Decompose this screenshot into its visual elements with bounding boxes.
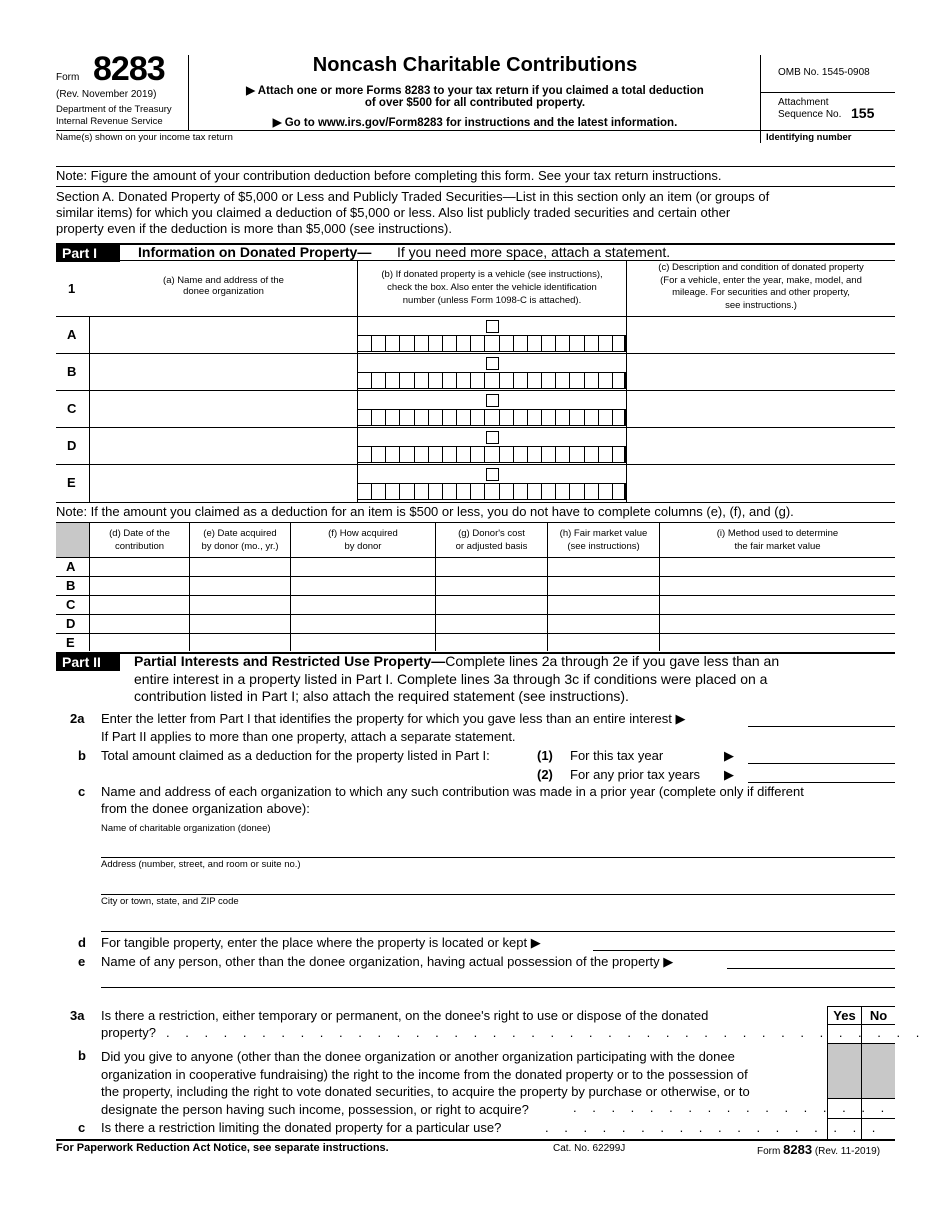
lt-row-b-bottom bbox=[56, 595, 895, 596]
line-3b-letter: b bbox=[78, 1048, 86, 1063]
lt-div-ef bbox=[290, 523, 291, 651]
donee-city-label: City or town, state, and ZIP code bbox=[101, 896, 239, 907]
line-3c-text: Is there a restriction limiting the donated property for a particular use? bbox=[101, 1120, 502, 1135]
form-title: Noncash Charitable Contributions bbox=[312, 54, 638, 76]
lt-div-de bbox=[189, 523, 190, 651]
part1-label: Part I bbox=[56, 244, 120, 262]
lt-row-d-label: D bbox=[66, 616, 76, 631]
donee-address-label: Address (number, street, and room or suite no.) bbox=[101, 859, 301, 870]
line-3b-text: Did you give to anyone (other than the donee organization or another organization participating with the donee organization in cooperative fundraising) the right to the income from the donated property or to the possession of the property, including the right to vote donated securities, to acquire the property by purchase or otherwise, or to designate the person having such income, possession, or right to acquire? bbox=[101, 1049, 750, 1117]
col-e-header: (e) Date acquired by donor (mo., yr.) bbox=[201, 528, 279, 552]
lt-row-c-bottom bbox=[56, 614, 895, 615]
paperwork-notice: For Paperwork Reduction Act Notice, see separate instructions. bbox=[56, 1142, 389, 1154]
note2-divider bbox=[56, 522, 895, 523]
row-a-description-field[interactable] bbox=[627, 317, 895, 353]
row-c-donee-field[interactable] bbox=[90, 391, 356, 427]
line-3b-leader: . . . . . . . . . . . . . . . . . bbox=[573, 1100, 891, 1115]
section-a-line2: similar items) for which you claimed a deduction of $5,000 or less. Also list publicly traded securities and certain other bbox=[56, 205, 731, 220]
shaded-corner bbox=[56, 523, 89, 557]
part2-label: Part II bbox=[56, 653, 120, 671]
line-2e-field-continued[interactable] bbox=[101, 987, 895, 988]
row-b-label: B bbox=[67, 364, 77, 379]
row-e-bottom bbox=[56, 502, 895, 503]
line-2b-text: Total amount claimed as a deduction for the property listed in Part I: bbox=[101, 748, 490, 763]
col-d-header: (d) Date of the contribution bbox=[109, 528, 170, 552]
lt-row-e-label: E bbox=[66, 635, 75, 650]
name-field[interactable] bbox=[56, 145, 760, 165]
row-c-description-field[interactable] bbox=[627, 391, 895, 427]
donee-city-field[interactable] bbox=[101, 931, 895, 932]
row-e-label: E bbox=[67, 475, 76, 490]
department: Department of the Treasury bbox=[56, 104, 172, 115]
line-3a-leader: . . . . . . . . . . . . . . . . . . . . . . . . . . . . . . . . . . . . . . . . bbox=[166, 1025, 926, 1040]
sequence-label: Sequence No. bbox=[778, 109, 842, 120]
catalog-number: Cat. No. 62299J bbox=[553, 1143, 626, 1154]
line-2d-text: For tangible property, enter the place where the property is located or kept ▶ bbox=[101, 935, 541, 950]
omb-divider bbox=[760, 92, 895, 93]
col-h-header: (h) Fair market value (see instructions) bbox=[559, 528, 648, 552]
donee-name-field[interactable] bbox=[101, 857, 895, 858]
line-3c-letter: c bbox=[78, 1120, 86, 1135]
lt-row-d-bottom bbox=[56, 633, 895, 634]
part2-intro: Partial Interests and Restricted Use Property—Complete lines 2a through 2e if you gave less than an entire interest in a property listed in Part I. Complete lines 3a through 3c if conditions were placed on a contribution listed in Part I; also attach the required statement (see instructions). bbox=[134, 653, 780, 704]
part1-header-rule bbox=[56, 260, 895, 261]
row-b-description-field[interactable] bbox=[627, 354, 895, 390]
line-2e-text: Name of any person, other than the donee organization, having actual possession of the property ▶ bbox=[101, 954, 674, 969]
line-2a-number: 2a bbox=[70, 711, 85, 726]
line-2b-letter: b bbox=[78, 748, 86, 763]
col-f-header: (f) How acquired by donor bbox=[328, 528, 398, 552]
col-i-header: (i) Method used to determine the fair market value bbox=[716, 528, 839, 552]
line-2c-letter: c bbox=[78, 784, 86, 799]
line-2a-text: Enter the letter from Part I that identifies the property for which you gave less than an entire interest ▶ bbox=[101, 711, 686, 726]
form-revision: (Rev. November 2019) bbox=[56, 89, 157, 100]
line-2a-note: If Part II applies to more than one property, attach a separate statement. bbox=[101, 729, 516, 744]
col-g-header: (g) Donor's cost or adjusted basis bbox=[455, 528, 528, 552]
line-2d-field[interactable] bbox=[593, 950, 895, 951]
row-c-vin-boxes[interactable] bbox=[358, 409, 626, 426]
line-3c-leader: . . . . . . . . . . . . . . . . . . bbox=[545, 1120, 882, 1135]
no-header: No bbox=[869, 1008, 888, 1023]
section-a-line3: property even if the deduction is more than $5,000 (see instructions). bbox=[56, 221, 452, 236]
line-2a-field[interactable] bbox=[748, 726, 895, 727]
row-d-vehicle-checkbox[interactable] bbox=[486, 431, 499, 444]
row-b-vehicle-checkbox[interactable] bbox=[486, 357, 499, 370]
line-1-number: 1 bbox=[68, 281, 76, 296]
row-d-description-field[interactable] bbox=[627, 428, 895, 464]
line-2e-letter: e bbox=[78, 954, 86, 969]
line-2b-2-field[interactable] bbox=[748, 782, 895, 783]
note-divider bbox=[56, 186, 895, 187]
line-2b-2-text: For any prior tax years bbox=[570, 767, 701, 782]
form-word: Form bbox=[56, 72, 80, 83]
line-2c-text-1: Name and address of each organization to which any such contribution was made in a prior year (complete only if different bbox=[101, 784, 804, 799]
lt-div-fg bbox=[435, 523, 436, 651]
row-d-donee-field[interactable] bbox=[90, 428, 356, 464]
lt-div-hi bbox=[659, 523, 660, 651]
attachment-label: Attachment bbox=[778, 97, 829, 108]
row-c-label: C bbox=[67, 401, 77, 416]
row-e-vin-boxes[interactable] bbox=[358, 483, 626, 500]
row-a-vehicle-checkbox[interactable] bbox=[486, 320, 499, 333]
row-e-description-field[interactable] bbox=[627, 465, 895, 501]
line-2b-1-field[interactable] bbox=[748, 763, 895, 764]
row-e-vehicle-checkbox[interactable] bbox=[486, 468, 499, 481]
line-3a-number: 3a bbox=[70, 1008, 85, 1023]
line-3a-text-2: property? bbox=[101, 1025, 156, 1040]
sequence-number: 155 bbox=[851, 105, 875, 121]
shaded-3b-yes bbox=[828, 1044, 861, 1098]
line-2d-letter: d bbox=[78, 935, 86, 950]
lt-row-c-label: C bbox=[66, 597, 76, 612]
col-a-header: (a) Name and address of the donee organization bbox=[163, 275, 284, 297]
part1-title: Information on Donated Property— bbox=[138, 244, 372, 260]
lt-row-b-label: B bbox=[66, 578, 76, 593]
attach-instruction: ▶ Attach one or more Forms 8283 to your tax return if you claimed a total deduction bbox=[246, 85, 704, 97]
section-a-line1: Section A. Donated Property of $5,000 or Less and Publicly Traded Securities—List in this section only an item (or groups of bbox=[56, 189, 770, 204]
lt-div-gh bbox=[547, 523, 548, 651]
header-bottom-rule bbox=[56, 130, 895, 131]
identifying-number-label: Identifying number bbox=[766, 132, 852, 143]
line-2b-1-number: (1) bbox=[537, 748, 553, 763]
row-c-vehicle-checkbox[interactable] bbox=[486, 394, 499, 407]
line-2e-field[interactable] bbox=[727, 968, 895, 969]
line-2b-1-text: For this tax year bbox=[570, 748, 664, 763]
arrow-icon: ▶ bbox=[724, 767, 734, 782]
identifying-number-field[interactable] bbox=[761, 145, 895, 165]
line-2c-text-2: from the donee organization above): bbox=[101, 801, 310, 816]
line-2b-2-number: (2) bbox=[537, 767, 553, 782]
omb-number: OMB No. 1545-0908 bbox=[778, 67, 870, 78]
lt-row-a-label: A bbox=[66, 559, 76, 574]
note-contribution: Note: Figure the amount of your contribution deduction before completing this form. See your tax return instructions. bbox=[56, 168, 722, 183]
row-a-label: A bbox=[67, 327, 77, 342]
col-b-header: (b) If donated property is a vehicle (see instructions), check the box. Also enter the vehicle identification number (unless Form 1098-C is attached). bbox=[381, 269, 603, 306]
row-e-donee-field[interactable] bbox=[90, 465, 356, 501]
row-b-donee-field[interactable] bbox=[90, 354, 356, 390]
line-3a-text-1: Is there a restriction, either temporary or permanent, on the donee's right to use or dispose of the donated bbox=[101, 1008, 709, 1023]
row-b-vin-boxes[interactable] bbox=[358, 372, 626, 389]
col-c-header: (c) Description and condition of donated property (For a vehicle, enter the year, make, model, and mileage. For securities and other property, see instructions.) bbox=[658, 262, 864, 311]
lt-div-label bbox=[89, 523, 90, 651]
row-d-vin-boxes[interactable] bbox=[358, 446, 626, 463]
name-row-bottom bbox=[56, 166, 895, 167]
names-label: Name(s) shown on your income tax return bbox=[56, 132, 233, 143]
footer-form-id: Form 8283 (Rev. 11-2019) bbox=[757, 1142, 881, 1157]
lt-header-bottom bbox=[56, 557, 895, 558]
row-a-donee-field[interactable] bbox=[90, 317, 356, 353]
header-divider-left bbox=[188, 55, 189, 130]
donee-name-label: Name of charitable organization (donee) bbox=[101, 823, 271, 834]
goto-instruction: ▶ Go to www.irs.gov/Form8283 for instructions and the latest information. bbox=[272, 117, 678, 129]
attach-instruction-2: of over $500 for all contributed property. bbox=[364, 97, 586, 109]
lt-row-a-bottom bbox=[56, 576, 895, 577]
part1-subtitle: If you need more space, attach a statement. bbox=[397, 244, 671, 260]
note-500: Note: If the amount you claimed as a deduction for an item is $500 or less, you do not have to complete columns (e), (f), and (g). bbox=[56, 504, 794, 519]
arrow-icon: ▶ bbox=[724, 748, 734, 763]
donee-address-field[interactable] bbox=[101, 894, 895, 895]
irs-label: Internal Revenue Service bbox=[56, 116, 163, 127]
shaded-3b-no bbox=[862, 1044, 895, 1098]
row-d-label: D bbox=[67, 438, 77, 453]
yes-header: Yes bbox=[833, 1008, 856, 1023]
footer-rule bbox=[56, 1139, 895, 1141]
form-number: 8283 bbox=[93, 50, 165, 88]
row-a-vin-boxes[interactable] bbox=[358, 335, 626, 352]
